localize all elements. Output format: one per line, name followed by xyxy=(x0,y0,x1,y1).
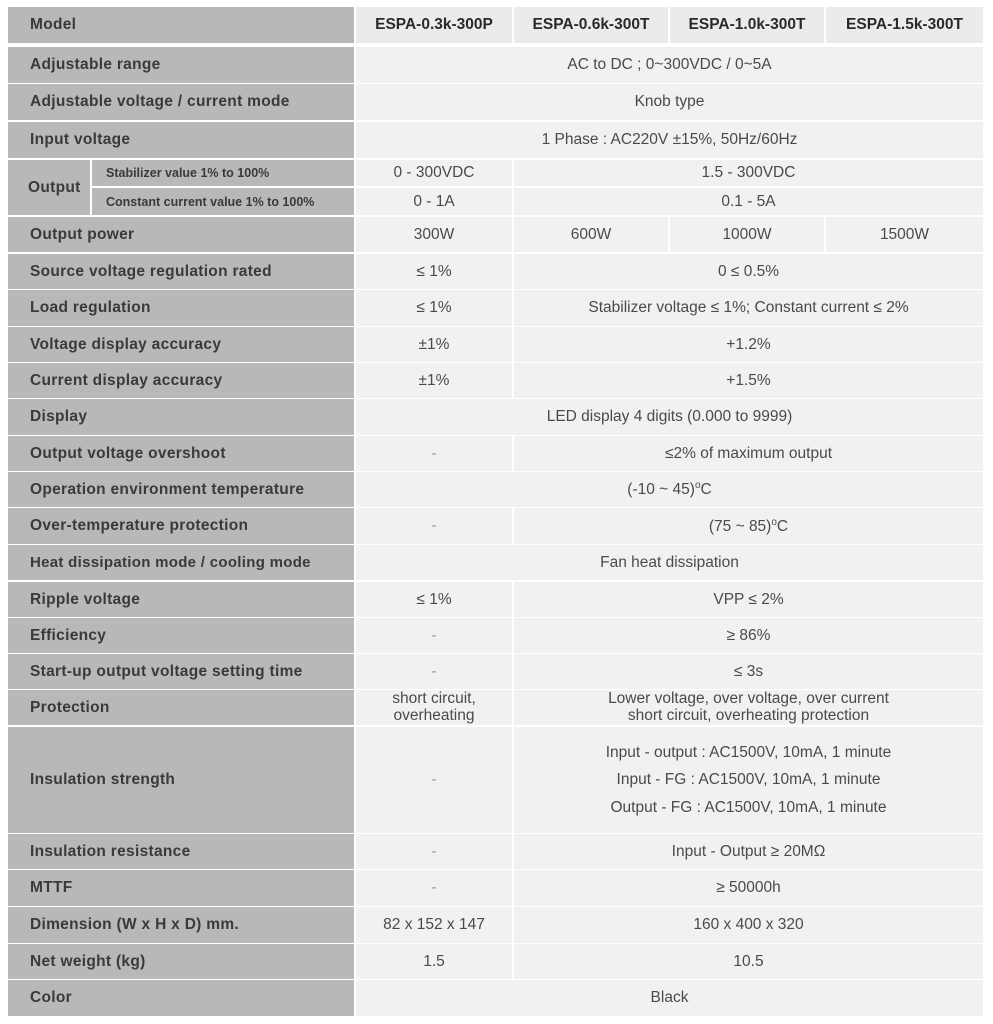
row-label-output-power: Output power xyxy=(8,217,354,252)
value-load-regulation-others: Stabilizer voltage ≤ 1%; Constant current ≤ 2% xyxy=(514,290,983,326)
value-input-voltage: 1 Phase : AC220V ±15%, 50Hz/60Hz xyxy=(356,122,983,158)
row-label-output: Output xyxy=(8,160,90,215)
row-label-efficiency: Efficiency xyxy=(8,618,354,653)
protection-others-line-1: Lower voltage, over voltage, over current xyxy=(608,690,889,708)
value-insulation-strength-1: - xyxy=(356,727,512,833)
value-mttf-others: ≥ 50000h xyxy=(514,870,983,906)
row-label-env-temp: Operation environment temperature xyxy=(8,472,354,507)
model-header-1: ESPA-0.3k-300P xyxy=(356,7,512,43)
protection-1-line-2: overheating xyxy=(393,706,475,724)
value-current-accuracy-others: +1.5% xyxy=(514,363,983,398)
model-header-3: ESPA-1.0k-300T xyxy=(670,7,824,43)
row-label-adjustable-range: Adjustable range xyxy=(8,47,354,83)
value-weight-1: 1.5 xyxy=(356,944,512,979)
value-source-regulation-1: ≤ 1% xyxy=(356,254,512,289)
value-ripple-1: ≤ 1% xyxy=(356,582,512,617)
value-load-regulation-1: ≤ 1% xyxy=(356,290,512,326)
row-label-color: Color xyxy=(8,980,354,1016)
row-label-insulation-strength: Insulation strength xyxy=(8,727,354,833)
insulation-line-2: Input - FG : AC1500V, 10mA, 1 minute xyxy=(616,771,881,789)
row-label-input-voltage: Input voltage xyxy=(8,122,354,158)
value-dimension-1: 82 x 152 x 147 xyxy=(356,907,512,943)
row-label-weight: Net weight (kg) xyxy=(8,944,354,979)
value-over-temp-others: (75 ~ 85)$^o$C xyxy=(514,508,983,544)
value-ripple-others: VPP ≤ 2% xyxy=(514,582,983,617)
value-dimension-others: 160 x 400 x 320 xyxy=(514,907,983,943)
value-insulation-strength-others xyxy=(514,727,983,833)
value-env-temp: (-10 ~ 45)$^o$C xyxy=(356,472,983,507)
row-label-overshoot: Output voltage overshoot xyxy=(8,436,354,471)
value-protection-1 xyxy=(356,690,512,725)
value-output-power-2: 600W xyxy=(514,217,668,252)
row-label-voltage-accuracy: Voltage display accuracy xyxy=(8,327,354,362)
protection-others-line-2: short circuit, overheating protection xyxy=(627,706,870,724)
row-label-insulation-resistance: Insulation resistance xyxy=(8,834,354,869)
value-overshoot-1: - xyxy=(356,436,512,471)
row-label-source-regulation: Source voltage regulation rated xyxy=(8,254,354,289)
insulation-line-3: Output - FG : AC1500V, 10mA, 1 minute xyxy=(610,798,887,816)
value-output-power-4: 1500W xyxy=(826,217,983,252)
protection-1-line-1: short circuit, xyxy=(392,690,476,708)
insulation-line-1: Input - output : AC1500V, 10mA, 1 minute xyxy=(605,744,892,762)
row-label-display: Display xyxy=(8,399,354,435)
value-source-regulation-others: 0 ≤ 0.5% xyxy=(514,254,983,289)
value-voltage-accuracy-others: +1.2% xyxy=(514,327,983,362)
value-startup-others: ≤ 3s xyxy=(514,654,983,689)
value-adjustable-mode: Knob type xyxy=(356,84,983,120)
row-label-load-regulation: Load regulation xyxy=(8,290,354,326)
row-label-over-temp: Over-temperature protection xyxy=(8,508,354,544)
header-model-label: Model xyxy=(8,7,354,43)
value-over-temp-1: - xyxy=(356,508,512,544)
value-weight-others: 10.5 xyxy=(514,944,983,979)
value-color: Black xyxy=(356,980,983,1016)
value-insulation-resistance-others: Input - Output ≥ 20MΩ xyxy=(514,834,983,869)
value-display: LED display 4 digits (0.000 to 9999) xyxy=(356,399,983,435)
value-mttf-1: - xyxy=(356,870,512,906)
value-efficiency-others: ≥ 86% xyxy=(514,618,983,653)
value-protection-others xyxy=(514,690,983,725)
value-efficiency-1: - xyxy=(356,618,512,653)
value-cooling: Fan heat dissipation xyxy=(356,545,983,580)
value-stabilizer-model-1: 0 - 300VDC xyxy=(356,160,512,186)
value-output-power-1: 300W xyxy=(356,217,512,252)
row-label-adjustable-mode: Adjustable voltage / current mode xyxy=(8,84,354,120)
row-label-constant-current-value: Constant current value 1% to 100% xyxy=(92,188,354,215)
row-label-current-accuracy: Current display accuracy xyxy=(8,363,354,398)
value-adjustable-range: AC to DC ; 0~300VDC / 0~5A xyxy=(356,47,983,83)
model-header-2: ESPA-0.6k-300T xyxy=(514,7,668,43)
row-label-dimension: Dimension (W x H x D) mm. xyxy=(8,907,354,943)
row-label-mttf: MTTF xyxy=(8,870,354,906)
value-insulation-resistance-1: - xyxy=(356,834,512,869)
model-header-4: ESPA-1.5k-300T xyxy=(826,7,983,43)
row-label-protection: Protection xyxy=(8,690,354,725)
row-label-cooling: Heat dissipation mode / cooling mode xyxy=(8,545,354,580)
value-output-power-3: 1000W xyxy=(670,217,824,252)
value-voltage-accuracy-1: ±1% xyxy=(356,327,512,362)
row-label-ripple: Ripple voltage xyxy=(8,582,354,617)
value-overshoot-others: ≤2% of maximum output xyxy=(514,436,983,471)
value-stabilizer-others: 1.5 - 300VDC xyxy=(514,160,983,186)
value-constant-current-others: 0.1 - 5A xyxy=(514,188,983,215)
value-current-accuracy-1: ±1% xyxy=(356,363,512,398)
row-label-stabilizer-value: Stabilizer value 1% to 100% xyxy=(92,160,354,186)
value-constant-current-model-1: 0 - 1A xyxy=(356,188,512,215)
value-startup-1: - xyxy=(356,654,512,689)
row-label-startup: Start-up output voltage setting time xyxy=(8,654,354,689)
